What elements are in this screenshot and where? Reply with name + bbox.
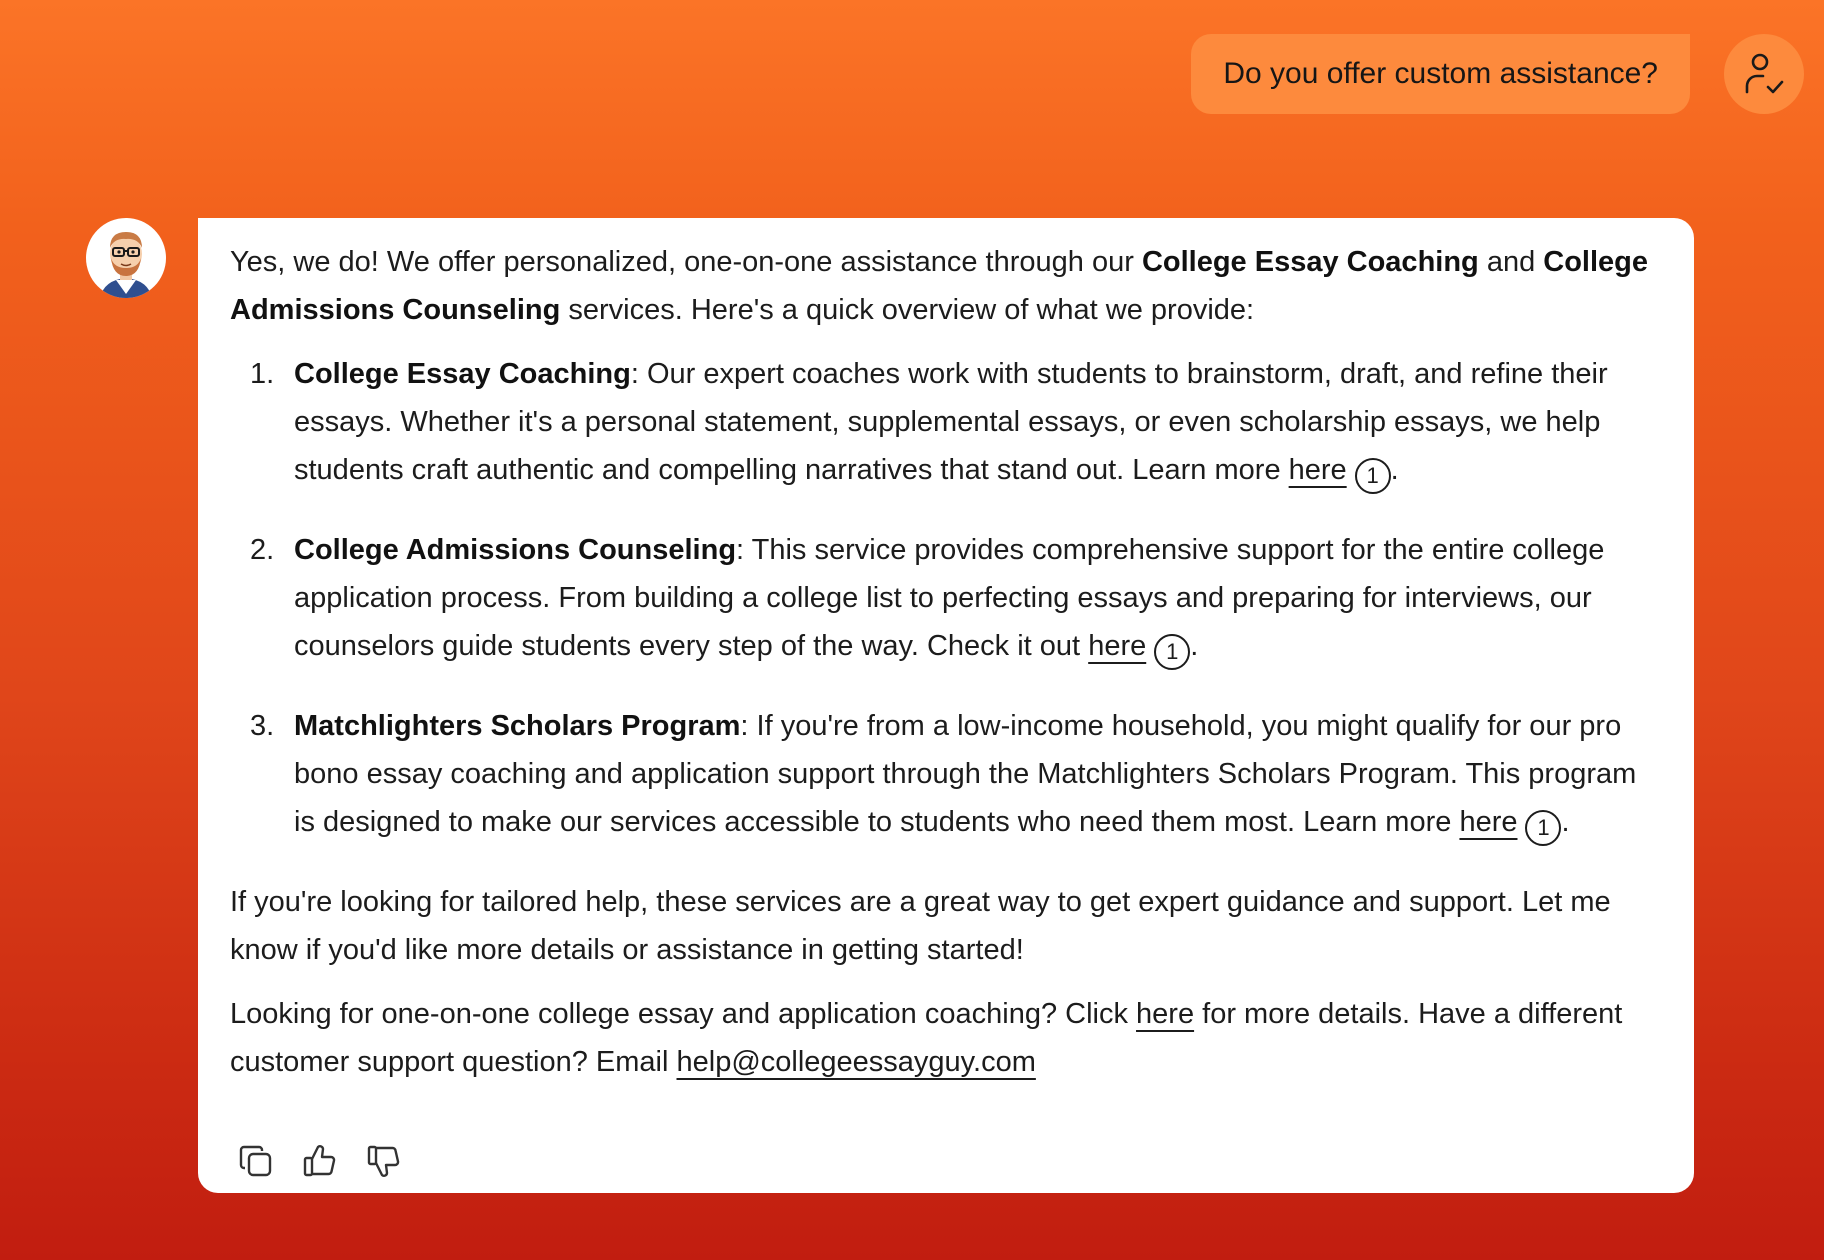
bot-avatar: [86, 218, 166, 298]
thumbs-down-button[interactable]: [366, 1143, 402, 1179]
closing-paragraph: If you're looking for tailored help, these services are a great way to get expert guidance and support. Let me know if you'd like more details or assistance in getting started!: [230, 886, 1611, 966]
user-check-icon: [1724, 34, 1804, 114]
list-item-number: 3.: [250, 710, 275, 742]
list-item-end: .: [1190, 630, 1199, 662]
thumbs-up-icon: [302, 1143, 338, 1179]
intro-paragraph: [230, 238, 1660, 334]
user-message-bubble: Do you offer custom assistance?: [1191, 34, 1690, 114]
list-item-number: 1.: [250, 358, 275, 390]
footer-text: Looking for one-on-one college essay and application coaching? Click: [230, 998, 1137, 1030]
thumbs-up-button[interactable]: [302, 1143, 338, 1179]
citation-badge[interactable]: 1: [1525, 810, 1561, 846]
list-item-end: .: [1390, 454, 1399, 486]
intro-text: Yes, we do! We offer personalized, one-on-one assistance through our: [230, 246, 1142, 278]
list-item-text: : If you're from a low-income household, you might qualify for our pro bono essay coaching and application support through the Matchlighters Scholars Program. This program is designed to make our services accessible to students who need them most. Learn more: [294, 710, 1637, 838]
services-list: [230, 350, 1660, 846]
check-it-out-link[interactable]: here: [1088, 630, 1147, 662]
user-message-row: [1191, 34, 1804, 114]
list-item: [230, 350, 1660, 494]
list-item: [230, 702, 1660, 846]
coaching-details-link[interactable]: here: [1136, 998, 1195, 1030]
footer-text: for more details. Have a different customer support question? Email: [230, 998, 1623, 1078]
list-item: [230, 526, 1660, 670]
list-item-text: : This service provides comprehensive support for the entire college application process. From building a college list to perfecting essays and preparing for interviews, our counselors guide students every step of the way. Check it out: [294, 534, 1605, 662]
citation-badge[interactable]: 1: [1154, 634, 1190, 670]
list-item-end: .: [1561, 806, 1570, 838]
intro-text: and: [1478, 246, 1544, 278]
list-item-title: College Essay Coaching: [294, 358, 631, 390]
intro-bold-admissions-counseling: College Admissions Counseling: [230, 246, 1649, 326]
citation-badge[interactable]: 1: [1355, 458, 1391, 494]
message-actions: [238, 1143, 402, 1179]
bot-message-card: [198, 218, 1694, 1193]
intro-bold-essay-coaching: College Essay Coaching: [1141, 246, 1479, 278]
list-item-text: : Our expert coaches work with students to brainstorm, draft, and refine their essays. Whether it's a personal statement, supplemental essays, or even scholarship essays, we help students craft authentic and compelling narratives that stand out. Learn more: [294, 358, 1608, 486]
list-item-title: Matchlighters Scholars Program: [294, 710, 741, 742]
learn-more-link[interactable]: here: [1459, 806, 1518, 838]
learn-more-link[interactable]: here: [1288, 454, 1347, 486]
intro-text: services. Here's a quick overview of what we provide:: [560, 294, 1255, 326]
thumbs-down-icon: [366, 1143, 402, 1179]
footer-paragraph: [230, 990, 1660, 1086]
support-email-link[interactable]: help@collegeessayguy.com: [676, 1046, 1036, 1078]
copy-icon: [238, 1143, 274, 1179]
list-item-number: 2.: [250, 534, 275, 566]
copy-button[interactable]: [238, 1143, 274, 1179]
list-item-title: College Admissions Counseling: [294, 534, 737, 566]
